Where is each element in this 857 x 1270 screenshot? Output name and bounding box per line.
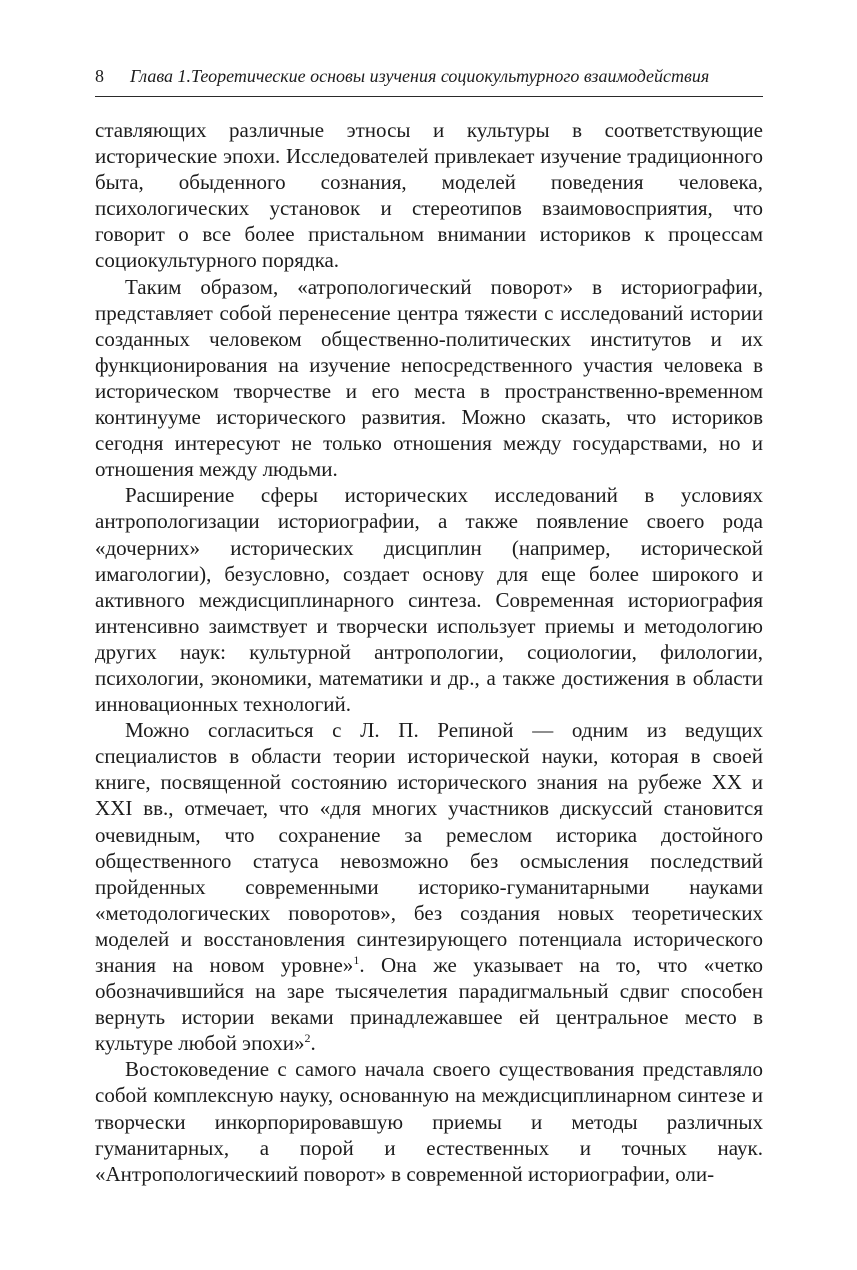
book-page [95,62,763,1187]
paragraph-1: ставляющих различные этносы и культуры в соответствующие исторические эпохи. Исследователей привлекает изучение традиционного быта, обыденного сознания, моделей поведения человека, психологических установок и стереотипов взаимовосприятия, что говорит о все более пристальном внимании историков к процессам социокультурного порядка. [95,118,763,273]
paragraph-4 [95,717,763,1056]
paragraph-4-text-a: Можно согласиться с Л. П. Репиной — одним из ведущих специалистов в области теории исторической науки, которая в своей книге, посвященной состоянию исторического знания на рубеже XX и XXI вв., отмечает, что «для многих участников дискуссий становится очевидным, что сохранение за ремеслом историка достойного общественного статуса невозможно без осмысления последствий пройденных современными историко-гуманитарными науками «методологических поворотов», без создания новых теоретических моделей и восстановления синтезирующего потенциала исторического знания на новом уровне» [95,718,763,977]
paragraph-4-text-b: . Она же указывает на то, что «четко обозначившийся на заре тысячелетия парадигмальный сдвиг способен вернуть истории веками принадлежавшее ей центральное место в культуре любой эпохи» [95,953,763,1056]
running-header [95,62,763,97]
running-title: Глава 1.Теоретические основы изучения социокультурного взаимодействия [130,66,710,86]
paragraph-4-text-c: . [310,1031,316,1056]
body-text [95,117,763,1187]
paragraph-2: Таким образом, «атропологический поворот» в историографии, представляет собой перенесение центра тяжести с исследований истории созданных человеком общественно-политических институтов и их функционирования на изучение непосредственного участия человека в историческом творчестве и его места в пространственно-временном континууме исторического развития. Можно сказать, что историков сегодня интересуют не только отношения между государствами, но и отношения между людьми. [95,274,763,482]
paragraph-3: Расширение сферы исторических исследований в условиях антропологизации историографии, а также появление своего рода «дочерних» исторических дисциплин (например, исторической имагологии), безусловно, создает основу для еще более широкого и активного междисциплинарного синтеза. Современная историография интенсивно заимствует и творчески использует приемы и методологию других наук: культурной антропологии, социологии, филологии, психологии, экономики, математики и др., а также достижения в области инновационных технологий. [95,483,763,717]
paragraph-5: Востоковедение с самого начала своего существования представляло собой комплексную науку, основанную на междисциплинарном синтезе и творчески инкорпорировавшую приемы и методы различных гуманитарных, а порой и естественных и точных наук. «Антропологическиий поворот» в современной историографии, оли- [95,1057,763,1186]
footnote-ref-1[interactable]: 1 [353,953,360,967]
footnote-ref-2[interactable]: 2 [304,1031,311,1046]
page-number: 8 [95,66,104,86]
